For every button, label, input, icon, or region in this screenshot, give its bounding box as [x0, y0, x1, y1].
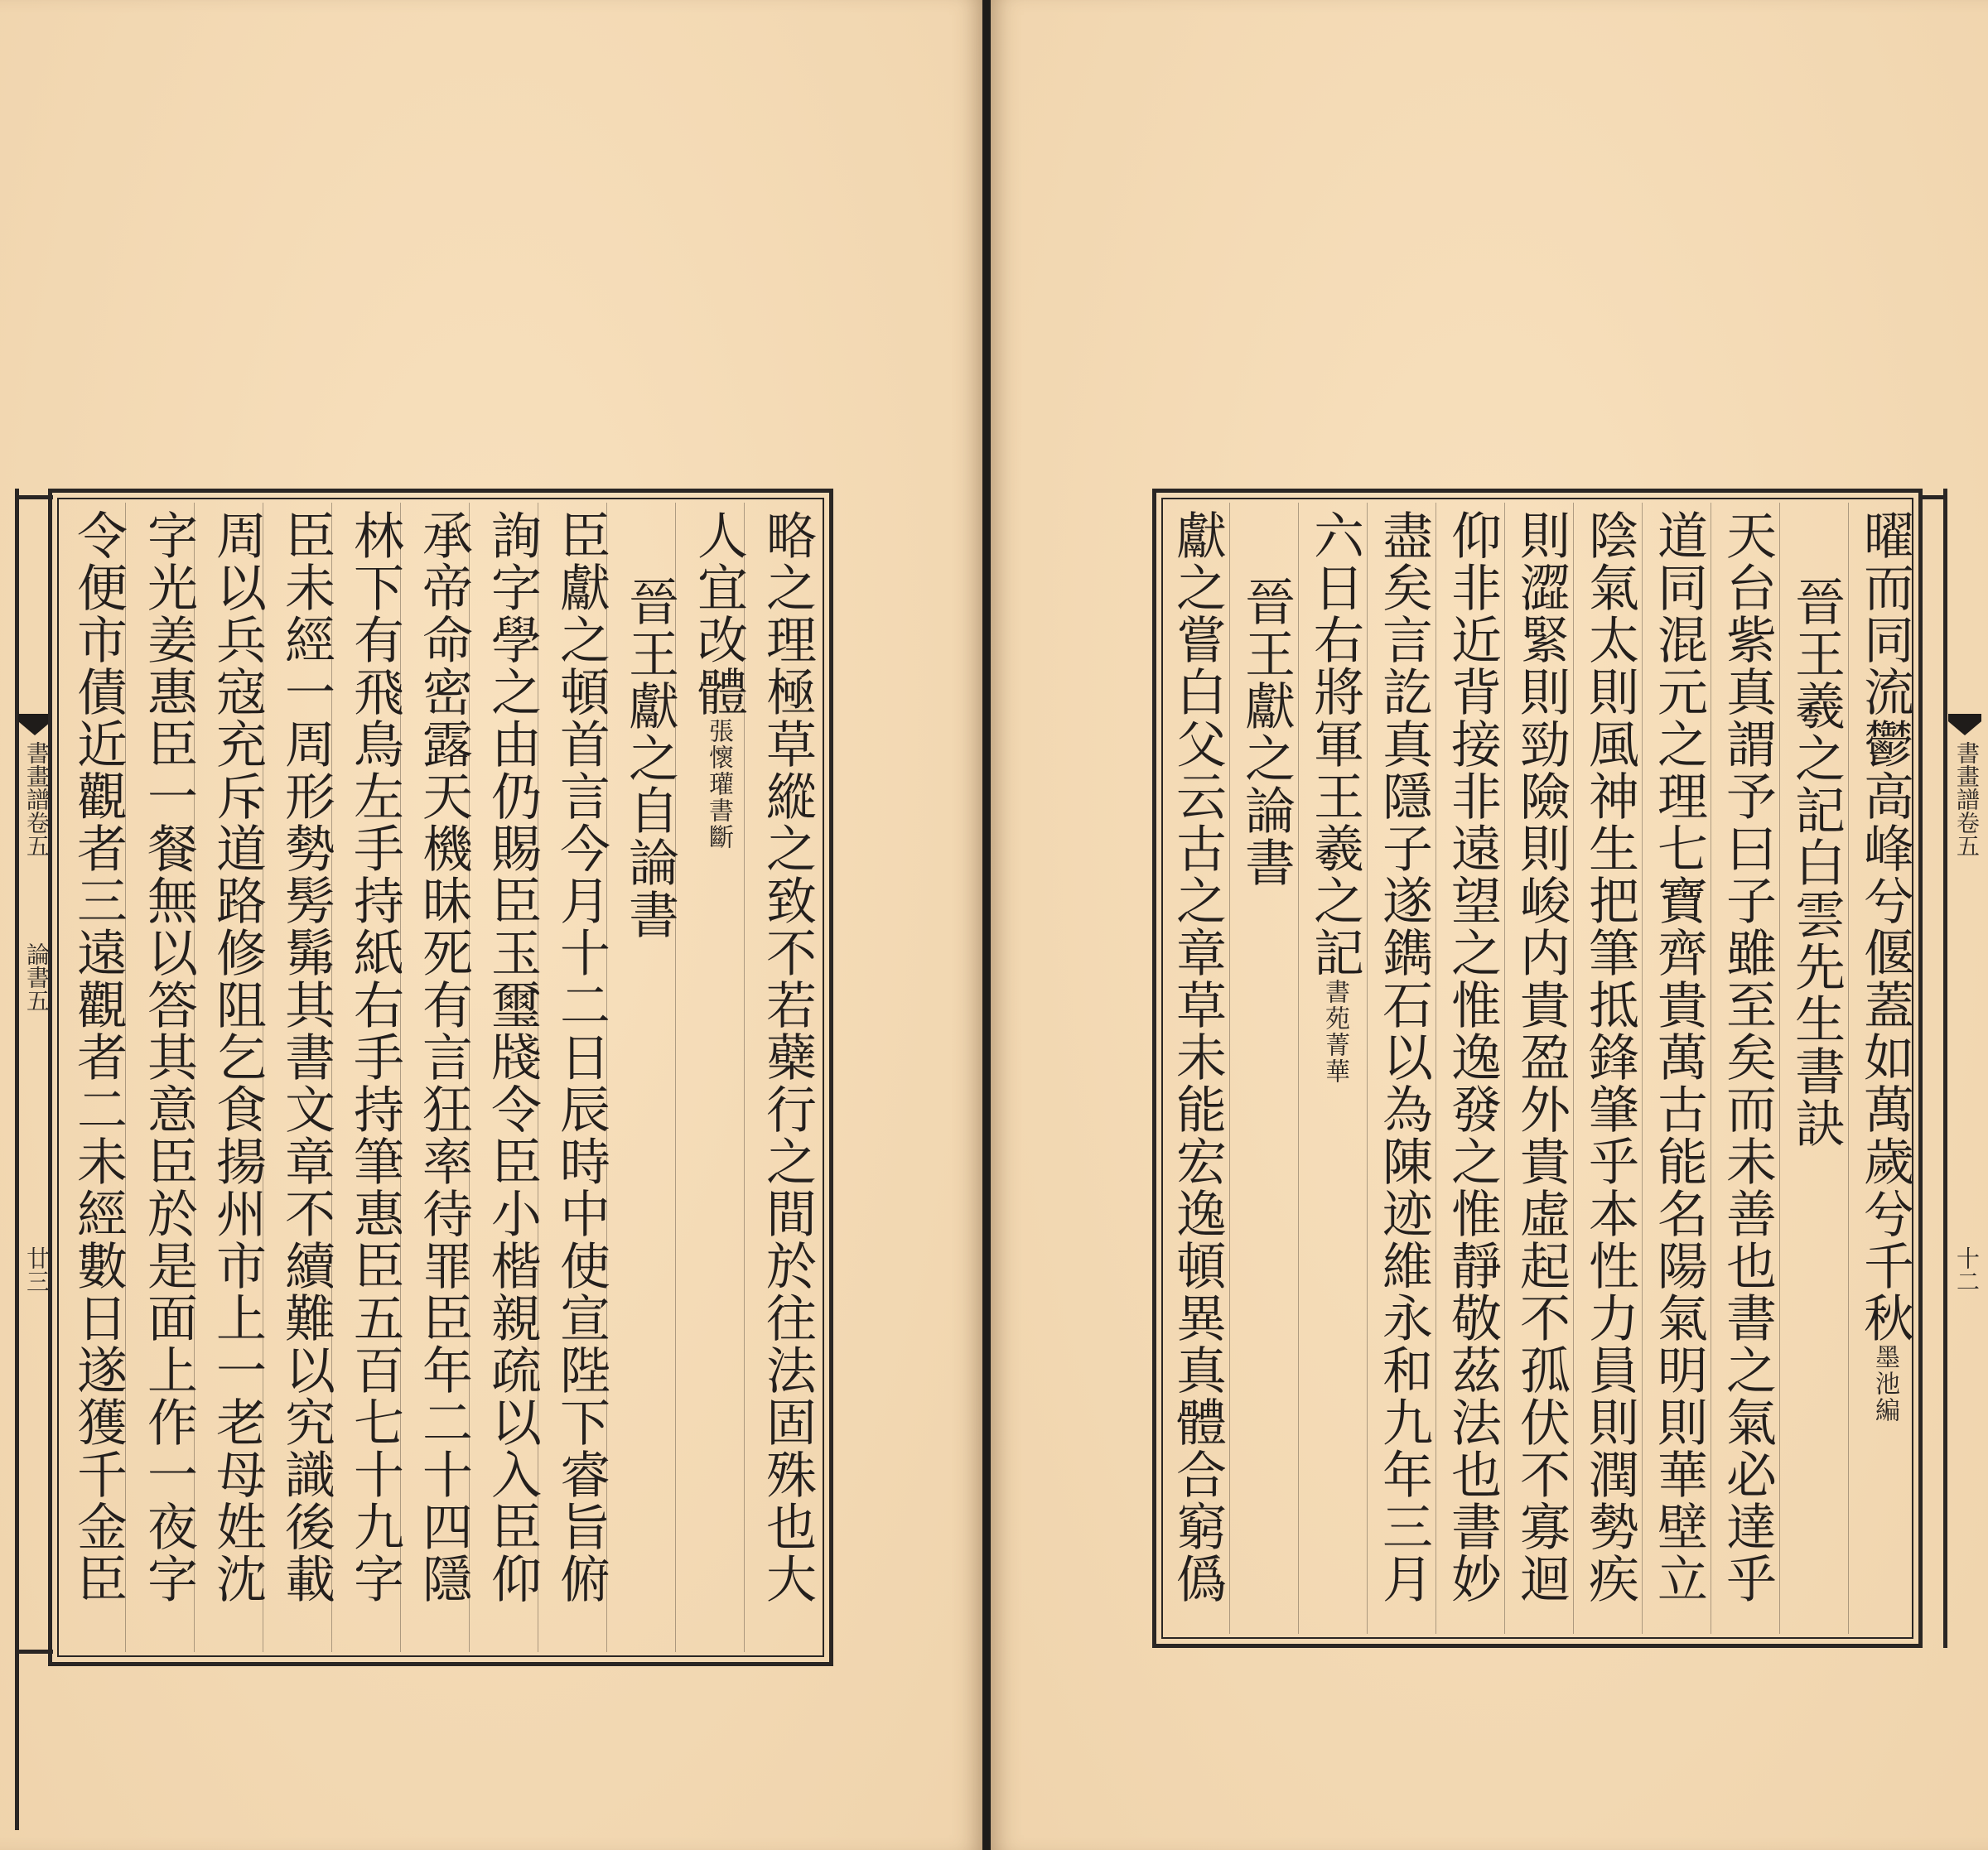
right-edge-top-rule [1923, 495, 1947, 499]
source-note: 書苑菁華 [1320, 979, 1349, 1085]
fishtail-mark [18, 714, 51, 735]
edge-section-title: 論書五 [23, 942, 51, 1012]
left-page [0, 0, 982, 1850]
text-column: 略之理極草縱之致不若蘗行之間於往法固殊也大 [758, 509, 817, 1605]
edge-page-number: 廿三 [23, 1246, 51, 1293]
text-column: 令便市債近觀者三遠觀者二未經數日遂獲千金臣 [69, 509, 128, 1605]
text-column: 林下有飛鳥左手持紙右手持筆惠臣五百七十九字 [345, 509, 404, 1605]
source-note: 張懷瓘書斷 [704, 718, 733, 850]
text-column: 陰氣太則風神生把筆抵鋒肇乎本性力員則潤勢疾 [1580, 509, 1639, 1605]
text-frame-left [48, 489, 833, 1666]
book-gutter [982, 0, 991, 1850]
text-column [686, 509, 750, 850]
edge-page-number: 十二 [1953, 1246, 1981, 1293]
right-edge-line [1943, 489, 1947, 1648]
fishtail-mark [1948, 714, 1981, 735]
text-column: 獻之嘗白父云古之章草未能宏逸頓異真體合窮僞 [1168, 509, 1227, 1605]
column-text: 人宜改體 [689, 509, 748, 718]
text-column: 仰非近背接非遠望之惟逸發之惟靜敬茲法也書妙 [1443, 509, 1502, 1605]
column-text: 六日右將軍王羲之記 [1305, 509, 1364, 979]
text-column: 承帝命密露天機昧死有言狂率待罪臣年二十四隱 [414, 509, 473, 1605]
text-frame-right [1152, 489, 1923, 1648]
section-heading: 晉王獻之自論書 [620, 576, 679, 941]
right-page [991, 0, 1988, 1850]
text-column: 字光姜惠臣一餐無以答其意臣於是面上作一夜字 [139, 509, 198, 1605]
section-heading: 晉王羲之記白雲先生書訣 [1787, 576, 1846, 1149]
text-column: 盡矣言訖真隱子遂鐫石以為陳迹維永和九年三月 [1374, 509, 1433, 1605]
text-column [1302, 509, 1367, 1085]
text-column: 詢字學之由仍賜臣玉璽牋令臣小楷親疏以入臣仰 [483, 509, 542, 1605]
left-edge-line [15, 489, 19, 1830]
text-column [1852, 509, 1917, 1424]
text-column: 則澀緊則勁險則峻内貴盈外貴虛起不孤伏不寡迴 [1512, 509, 1571, 1605]
text-column: 臣未經一周形勢髣髴其書文章不續難以究識後載 [277, 509, 335, 1605]
text-column: 天台紫真謂予曰子雖至矣而未善也書之氣必達乎 [1718, 509, 1777, 1605]
source-note: 墨池編 [1870, 1344, 1899, 1424]
section-heading: 晉王獻之論書 [1237, 576, 1296, 889]
edge-book-title: 書畫譜卷五 [23, 741, 51, 857]
text-column: 道同混元之理七寶齊貴萬古能名陽氣明則華壁立 [1649, 509, 1708, 1605]
column-text: 曜而同流鬱高峰兮偃蓋如萬歲兮千秋 [1855, 509, 1914, 1344]
text-column: 周以兵寇充斥道路修阻乞食揚州市上一老母姓沈 [208, 509, 267, 1605]
text-column: 臣獻之頓首言今月十二日辰時中使宣陛下睿旨俯 [552, 509, 610, 1605]
edge-book-title: 書畫譜卷五 [1953, 741, 1981, 857]
